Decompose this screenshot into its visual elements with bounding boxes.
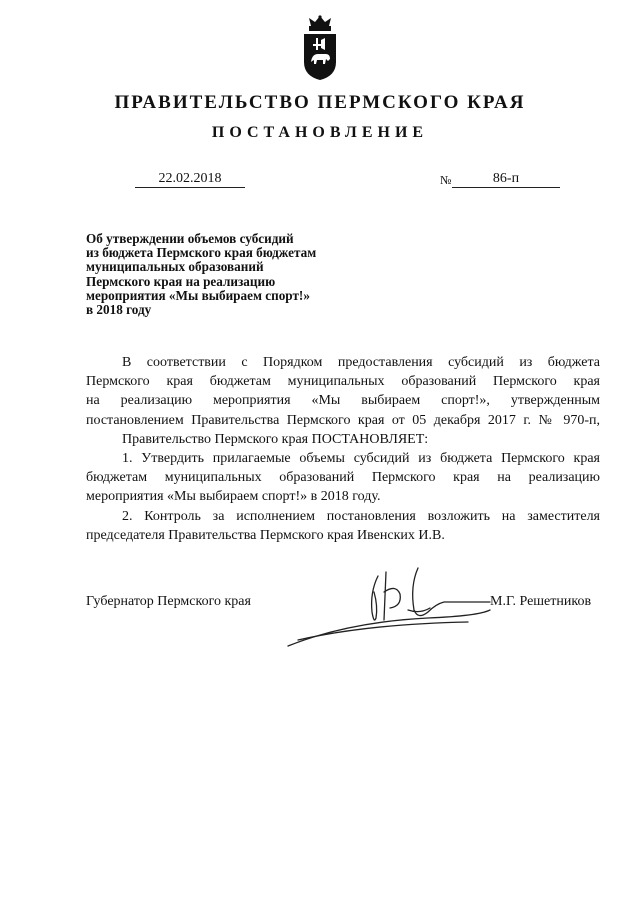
subject-line: Пермского края на реализацию [86,273,276,289]
subject-line: в 2018 году [86,302,152,318]
document-type: ПОСТАНОВЛЕНИЕ [211,124,429,141]
signatory-position: Губернатор Пермского края [86,594,251,609]
coat-of-arms-icon [299,14,341,82]
document-date: 22.02.2018 [135,171,245,188]
body-line: председателя Правительства Пермского края Ивенских И.В. [86,527,445,543]
body-line: постановлением Правительства Пермского края от 05 декабря 2017 г. № 970-п, [86,412,600,428]
body-line: В соответствии с Порядком предоставления субсидий из бюджета [122,355,600,370]
body-line: 1. Утвердить прилагаемые объемы субсидий из бюджета Пермского края [122,451,600,467]
handwritten-signature-icon [268,562,498,672]
organization-name: ПРАВИТЕЛЬСТВО ПЕРМСКОГО КРАЯ [114,92,526,113]
document-subject [86,232,386,317]
body-line: на реализацию мероприятия «Мы выбираем спорт!», утвержденным [86,393,600,409]
body-line: Правительство Пермского края ПОСТАНОВЛЯЕТ: [122,431,429,447]
document-body [86,353,600,545]
number-sign: № [440,173,452,187]
subject-line: из бюджета Пермского края бюджетам [86,245,317,261]
document-number: 86-п [452,171,560,188]
subject-line: муниципальных образований [86,259,264,275]
body-line: мероприятия «Мы выбираем спорт!» в 2018 году. [86,489,381,505]
body-line: бюджетам муниципальных образований Пермского края на реализацию [86,470,600,486]
subject-line: Об утверждении объемов субсидий [86,231,294,246]
signatory-name: М.Г. Решетников [490,594,592,609]
subject-line: мероприятия «Мы выбираем спорт!» [86,287,310,303]
body-line: Пермского края бюджетам муниципальных образований Пермского края [86,374,600,390]
body-line: 2. Контроль за исполнением постановления возложить на заместителя [122,508,600,524]
